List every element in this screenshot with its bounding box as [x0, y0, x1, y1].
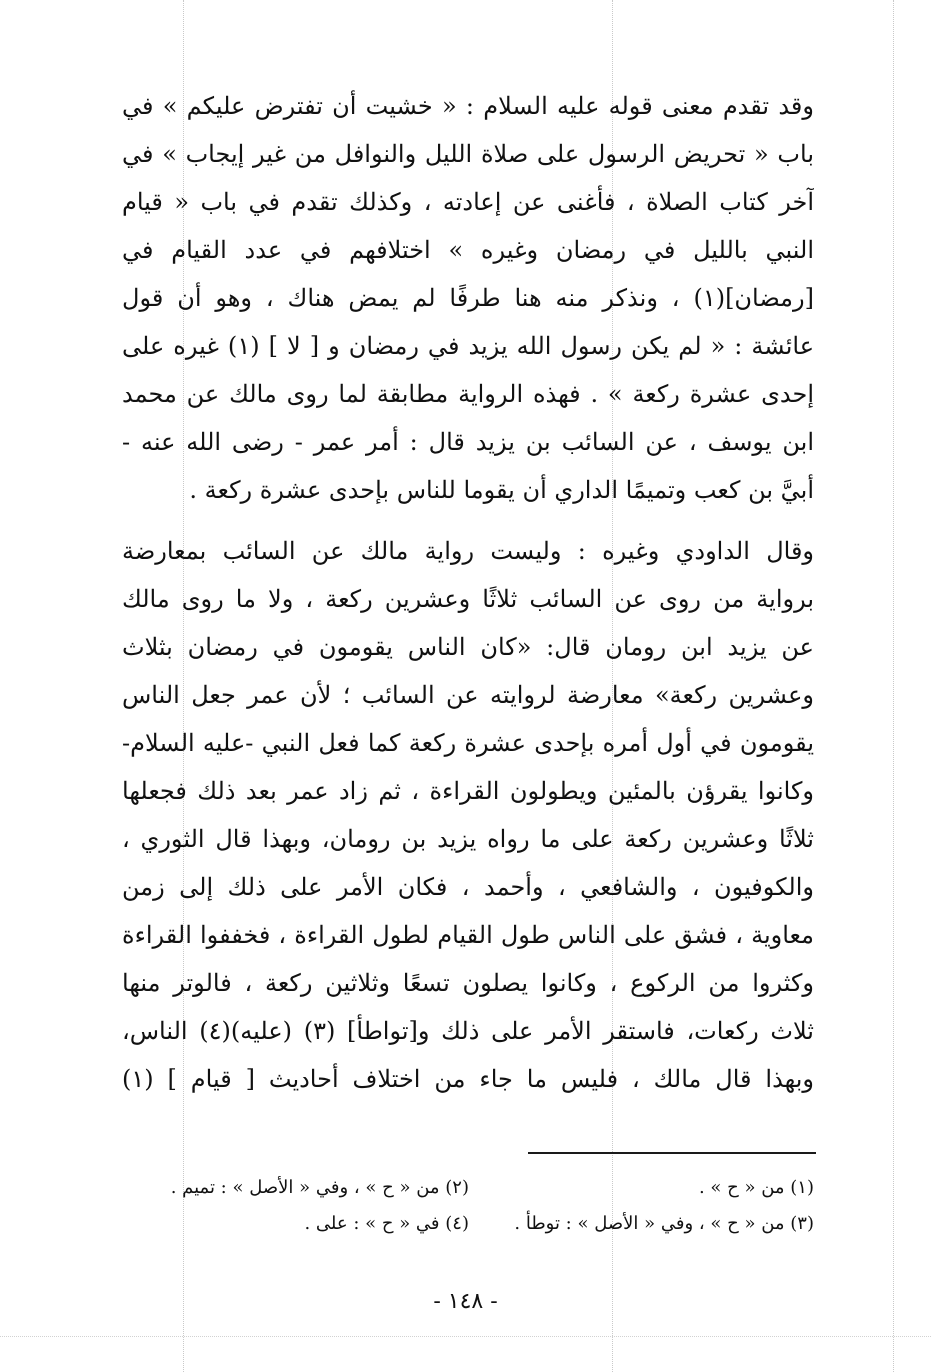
- footnote-row: [122, 1170, 814, 1206]
- text-line: وكانوا يقرؤن بالمئين ويطولون القراءة ، ثم زاد عمر بعد ذلك فجعلها: [122, 777, 814, 805]
- footnote-3: (٣) من « ح » ، وفي « الأصل » : توطأ .: [514, 1213, 814, 1234]
- text-line: وبهذا قال مالك ، فليس ما جاء من اختلاف أحاديث [ قيام ] (١): [122, 1065, 814, 1093]
- text-line: وقد تقدم معنى قوله عليه السلام : « خشيت أن تفترض عليكم » في: [122, 92, 814, 120]
- paragraph-1: [122, 82, 814, 514]
- text-line: يقومون في أول أمره بإحدى عشرة ركعة كما فعل النبي -عليه السلام-: [122, 729, 814, 757]
- footnote-1: (١) من « ح » .: [698, 1177, 814, 1198]
- text-line: برواية من روى عن السائب ثلاثًا وعشرين ركعة ، ولا ما روى مالك: [122, 585, 814, 613]
- footnote-2: (٢) من « ح » ، وفي « الأصل » : تميم .: [170, 1177, 469, 1198]
- text-line: ابن يوسف ، عن السائب بن يزيد قال : أمر عمر - رضى الله عنه -: [122, 428, 814, 456]
- text-line: وعشرين ركعة» معارضة لروايته عن السائب ؛ لأن عمر جعل الناس: [122, 681, 814, 709]
- text-line: [رمضان](١) ، ونذكر منه هنا طرفًا لم يمض هناك ، وهو أن قول: [122, 284, 814, 312]
- main-text: [122, 82, 814, 1103]
- scan-guide-line: [893, 0, 894, 1372]
- text-line: النبي بالليل في رمضان وغيره » اختلافهم في عدد القيام في: [122, 236, 814, 264]
- text-line: عائشة : « لم يكن رسول الله يزيد في رمضان و [ لا ] (١) غيره على: [122, 332, 814, 360]
- footnote-separator: [528, 1152, 816, 1154]
- footnotes: [122, 1170, 814, 1242]
- text-line: ثلاث ركعات، فاستقر الأمر على ذلك و[تواطأ] (٣) (عليه)(٤) الناس،: [122, 1017, 814, 1045]
- text-line: ثلاثًا وعشرين ركعة على ما رواه يزيد بن رومان، وبهذا قال الثوري ،: [122, 825, 814, 853]
- scan-guide-line: [0, 1336, 931, 1337]
- page-number: - ١٤٨ -: [433, 1289, 498, 1314]
- text-line: باب « تحريض الرسول على صلاة الليل والنوافل من غير إيجاب » في: [122, 140, 814, 168]
- paragraph-2: [122, 527, 814, 1103]
- text-line: وكثروا من الركوع ، وكانوا يصلون تسعًا وثلاثين ركعة ، فالوتر منها: [122, 969, 814, 997]
- text-line: آخر كتاب الصلاة ، فأغنى عن إعادته ، وكذلك تقدم في باب « قيام: [122, 188, 814, 216]
- text-line: والكوفيون ، والشافعي ، وأحمد ، فكان الأمر على ذلك إلى زمن: [122, 873, 814, 901]
- footnote-row: [122, 1206, 814, 1242]
- text-line: وقال الداودي وغيره : وليست رواية مالك عن السائب بمعارضة: [122, 537, 814, 565]
- text-line: أبيَّ بن كعب وتميمًا الداري أن يقوما للناس بإحدى عشرة ركعة .: [189, 476, 814, 504]
- text-line: إحدى عشرة ركعة » . فهذه الرواية مطابقة لما روى مالك عن محمد: [122, 380, 814, 408]
- text-line: معاوية ، فشق على الناس طول القيام لطول القراءة ، فخففوا القراءة: [122, 921, 814, 949]
- paragraph-spacer: [122, 514, 814, 527]
- text-line: عن يزيد ابن رومان قال: «كان الناس يقومون في رمضان بثلاث: [122, 633, 814, 661]
- footnote-4: (٤) في « ح » : على .: [304, 1213, 469, 1234]
